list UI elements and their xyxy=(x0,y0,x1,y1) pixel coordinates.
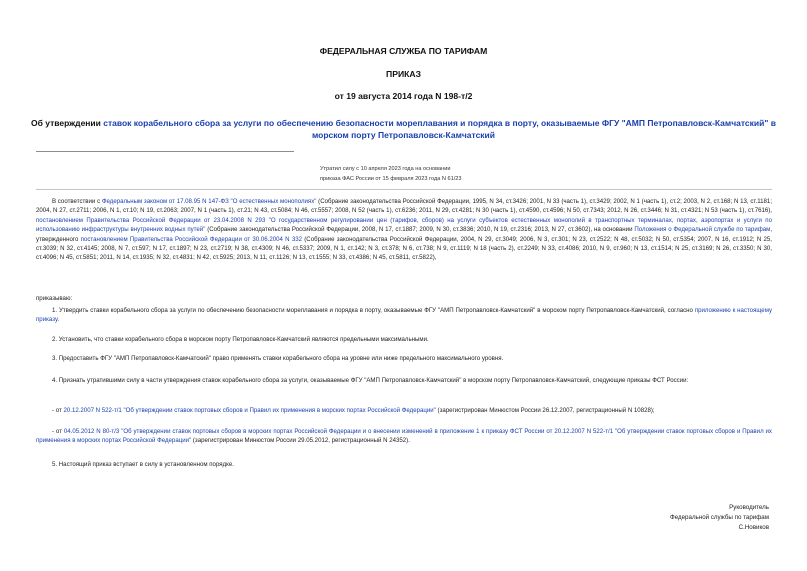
signature-role: Руководитель xyxy=(729,504,769,511)
document-type: ПРИКАЗ xyxy=(386,69,421,79)
title-divider xyxy=(36,151,294,152)
order-80-link[interactable]: 04.05.2012 N 80-т/3 "Об утверждении ставок портовых сборов в морских портах Российской Федерации и о внесении изменений в приложение 1 к приказу ФСТ России от 20.12.2007 N 522-т/1 "Об утверждении ставок портовых сборов и Правил их применения в морских портах Российской Федерации" xyxy=(36,428,772,445)
appendix-link[interactable]: приложению к настоящему приказу xyxy=(36,307,773,324)
repealed-order-1-suffix: (зарегистрирован Минюстом России 26.12.2007, регистрационный N 10828); xyxy=(435,407,655,414)
document-title xyxy=(22,117,785,141)
signature-name: С.Новиков xyxy=(738,524,769,531)
title-prefix: Об утверждении xyxy=(31,118,104,128)
repealed-order-1-prefix: - от xyxy=(52,407,64,414)
document-date: от 19 августа 2014 года N 198-т/2 xyxy=(334,91,473,101)
regulation-fst-link[interactable]: Положения о Федеральной службе по тарифам xyxy=(634,226,771,234)
item-2: 2. Установить, что ставки корабельного сбора в морском порту Петропавловск-Камчатский являются предельными максимальными. xyxy=(52,336,429,343)
repealed-order-1 xyxy=(36,406,772,415)
status-divider xyxy=(36,189,772,190)
preamble-paragraph xyxy=(36,197,772,263)
repealed-order-2-suffix: (зарегистрирован Минюстом России 29.05.2012, регистрационный N 24352). xyxy=(191,437,410,445)
government-decree-293-link[interactable]: постановлением Правительства Российской Федерации от 23.04.2008 N 293 "О государственном регулировании цен (тарифов, сборов) на услуги субъектов естественных монополий в транспортных терминалах, портах, аэропортах и услуги по использованию инфраструктуры внутренних водных путей" xyxy=(36,216,772,234)
title-link[interactable]: ставок корабельного сбора за услуги по обеспечению безопасности мореплавания и порядка в порту, оказываемые ФГУ "АМП Петропавловск-Камчатский" в морском порту Петропавловск-Камчатский xyxy=(103,118,776,140)
status-note-line1: Утратил силу с 10 апреля 2023 года на основании xyxy=(320,166,451,172)
preamble-text-3: (Собрание законодательства Российской Федерации, 2008, N 17, ст.1887; 2009, N 30, ст.3836; 2010, N 19, ст.2316; 2013, N 27, ст.3602), на основании xyxy=(205,226,635,234)
preamble-text-5: (Собрание законодательства Российской Федерации, 2004, N 29, ст.3049; 2006, N 3, ст.301; N 23, ст.2522; N 48, ст.5032; N 50, ст.5354; 2007, N 16, ст.1912; N 25, ст.3039; N 32, ст.4145; 2008, N 7, ст.597; N 17, ст.1897; N 23, ст.2719; N 38, ст.4309; N 46, ст.5337; 2009, N 1, ст.142; N 3, ст.378; N 6, ст.738; N 9, ст.1119; N 18 (часть 2), ст.2249; N 33, ст.4086; 2010, N 9, ст.960; N 13, ст.1514; N 25, ст.3169; N 26, ст.3350; N 30, ст.4096; N 45, ст.5851; 2011, N 14, ст.1935; N 32, ст.4831; N 42, ст.5925; 2013, N 11, ст.1126; N 13, ст.1555; N 33, ст.4386; N 45, ст.5811, ст.5822), xyxy=(36,235,772,262)
item-1-end: . xyxy=(57,316,60,324)
preamble-text-2: (Собрание законодательства Российской Федерации, 1995, N 34, ст.3426; 2001, N 33 (часть 1), ст.3429; 2002, N 1 (часть 1), ст.2; 2003, N 2, ст.168; N 13, ст.1181; 2004, N 27, ст.2711; 2006, N 1, ст.10; N 19, ст.2063; 2007, N 1 (часть 1), ст.21; N 43, ст.5084; N 46, ст.5557; 2008, N 52 (часть 1), ст.6236; 2011, N 29, ст.4281; N 30 (часть 1), ст.4590, ст.4596; N 50, ст.7343; 2012, N 26, ст.3446; N 31, ст.4321; N 53 (часть 1), ст.7616), xyxy=(36,198,773,215)
agency-name: ФЕДЕРАЛЬНАЯ СЛУЖБА ПО ТАРИФАМ xyxy=(319,46,488,56)
repealed-order-2-prefix: - от xyxy=(52,428,64,435)
signature-block xyxy=(670,503,769,533)
item-1-text: 1. Утвердить ставки корабельного сбора за услуги по обеспечению безопасности мореплавания и порядка в порту, оказываемые ФГУ "АМП Петропавловск-Камчатский" в морском порту Петропавловск-Камчатский, согласно xyxy=(52,307,695,314)
order-522-link[interactable]: 20.12.2007 N 522-т/1 "Об утверждении ставок портовых сборов и Правил их применения в морских портах Российской Федерации" xyxy=(63,407,436,414)
preamble-text-1: В соответствии с xyxy=(52,198,102,205)
order-word: приказываю: xyxy=(36,295,73,302)
item-3: 3. Предоставить ФГУ "АМП Петропавловск-Камчатский" право применять ставки корабельного сбора на уровне или ниже предельного максимального уровня. xyxy=(52,355,504,362)
item-1 xyxy=(36,306,772,325)
government-decree-332-link[interactable]: постановлением Правительства Российской Федерации от 30.06.2004 N 332 xyxy=(80,235,302,243)
item-4: 4. Признать утратившими силу в части утверждения ставок корабельного сбора за услуги, оказываемые ФГУ "АМП Петропавловск-Камчатский" в морском порту Петропавловск-Камчатский, следующие приказы ФСТ России: xyxy=(52,377,689,384)
signature-org: Федеральной службы по тарифам xyxy=(670,514,769,521)
federal-law-link[interactable]: Федеральным законом от 17.08.95 N 147-ФЗ "О естественных монополиях" xyxy=(101,198,317,205)
status-note-link[interactable]: приказа ФАС России от 15 февраля 2023 года N 61/23 xyxy=(320,176,462,182)
repealed-order-2 xyxy=(36,427,772,446)
preamble-text-4: , утвержденного xyxy=(36,226,773,243)
item-5: 5. Настоящий приказ вступает в силу в установленном порядке. xyxy=(52,461,234,468)
